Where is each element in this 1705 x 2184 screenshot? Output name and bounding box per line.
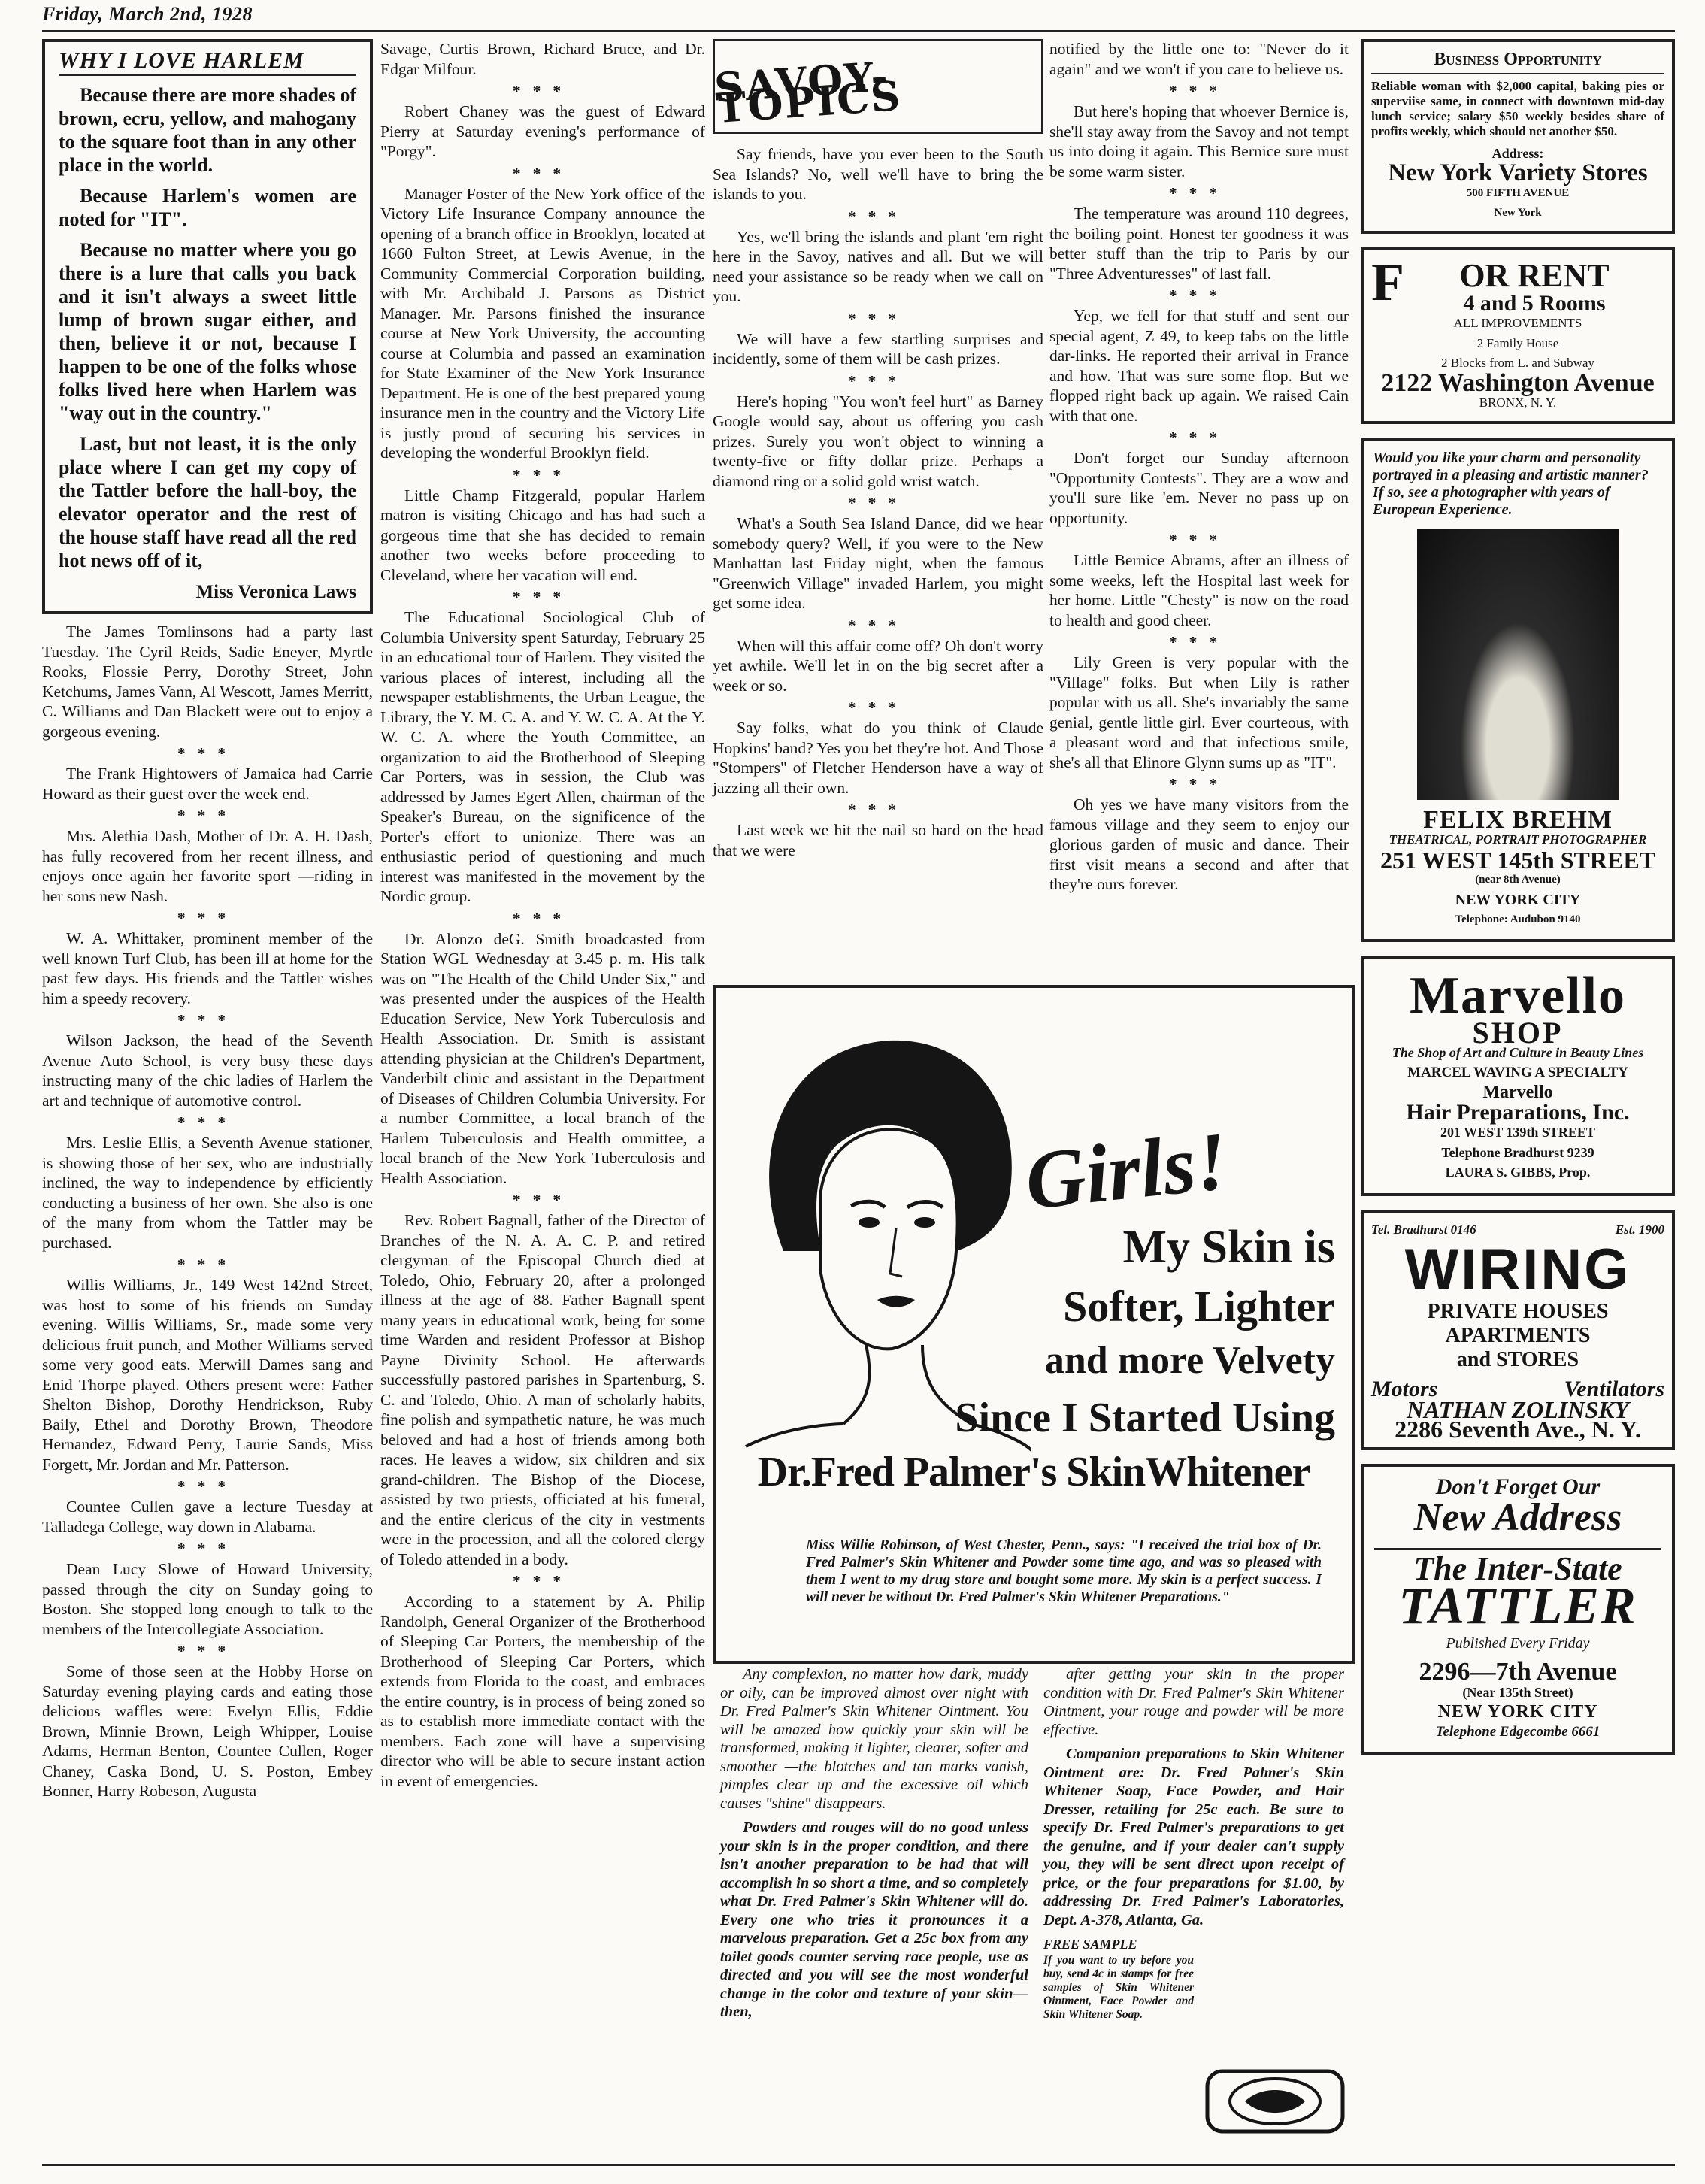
- tattler-published: Published Every Friday: [1446, 1634, 1590, 1652]
- rent-line: ALL IMPROVEMENTS: [1453, 316, 1582, 330]
- rent-city: BRONX, N. Y.: [1479, 395, 1557, 410]
- wiring-est: Est. 1900: [1615, 1222, 1664, 1237]
- ad-body: Reliable woman with $2,000 capital, baking pies or superviise same, in connect with downtown mid-day lunch service; salary $50 weekly besides share of profits weekly, which should net another $50.: [1371, 78, 1664, 138]
- separator: ***: [177, 1113, 238, 1131]
- photographer-near: (near 8th Avenue): [1475, 874, 1561, 886]
- marvello-tagline: The Shop of Art and Culture in Beauty Lines: [1392, 1045, 1644, 1060]
- free-sample-box: [1043, 1935, 1194, 2022]
- tattler-new-address: New Address: [1413, 1496, 1622, 1539]
- separator: ***: [847, 494, 909, 512]
- wiring-name: NATHAN ZOLINSKY: [1406, 1395, 1630, 1423]
- separator: ***: [512, 164, 574, 183]
- news-item: Manager Foster of the New York office of the Victory Life Insurance Company announce the opening of a branch office in Brooklyn, located at 1660 Fulton Street, at Lewis Avenue, in the Community Commercial Corporation building, with Mr. Archibald J. Parsons as District Manager. Mr. Parsons finished the insurance course at New York University, the accounting course at Columbia and passed an examination for State Examiner of the New York Insurance Department. He is one of the best prepared young insurance men in the country and the Victory Life is justly proud of securing his services in developing the wonderful Brooklyn field.: [380, 184, 705, 462]
- girls-headline: Girls!: [1021, 1114, 1232, 1227]
- news-item: The Frank Hightowers of Jamaica had Carrie Howard as their guest over the week end.: [42, 765, 373, 803]
- separator: ***: [1168, 775, 1230, 793]
- separator: ***: [177, 1540, 238, 1558]
- love-paragraph: Because there are more shades of brown, ecru, yellow, and mahogany to the square foot than in any other place in the world.: [59, 83, 356, 176]
- news-item: Don't forget our Sunday afternoon "Opportunity Contests". They are a wow and you'll sure like 'em. Never no pass up on opportunity.: [1049, 449, 1349, 527]
- tattler-address-ad: [1361, 1464, 1675, 1756]
- wiring-title: WIRING: [1404, 1237, 1631, 1301]
- column-3: [713, 39, 1043, 868]
- separator: ***: [177, 744, 238, 762]
- photographer-name: FELIX BREHM: [1423, 805, 1613, 834]
- news-item: The temperature was around 110 degrees, the boiling point. Honest ter goodness it was better stuff than the trip to Paris by our "Three Adventuresses" of last fall.: [1049, 204, 1349, 283]
- separator: ***: [847, 698, 909, 716]
- marvello-shop-ad: [1361, 956, 1675, 1196]
- product-name: Dr.Fred Palmer's SkinWhitener: [757, 1449, 1310, 1495]
- wiring-motors: Motors: [1371, 1377, 1438, 1401]
- tattler-dont-forget: Don't Forget Our: [1435, 1474, 1601, 1499]
- news-item: Oh yes we have many visitors from the famous village and they seem to enjoy our glorious garden of music and dance. Their first visit means a second and after that they're ours forever.: [1049, 795, 1349, 893]
- headline-line: Softer, Lighter: [1063, 1282, 1335, 1331]
- column-1: [42, 39, 373, 1809]
- marvello-shop: SHOP: [1472, 1015, 1564, 1050]
- news-item: W. A. Whittaker, prominent member of the well known Turf Club, has been ill at home for the past few days. His friends and the Tattler wishes him a speedy recovery.: [42, 929, 373, 1007]
- separator: ***: [177, 1256, 238, 1274]
- separator: ***: [512, 1572, 574, 1590]
- separator: ***: [847, 801, 909, 819]
- free-sample-heading: FREE SAMPLE: [1043, 1937, 1137, 1952]
- dateline: Friday, March 2nd, 1928: [42, 3, 253, 25]
- news-item: According to a statement by A. Philip Randolph, General Organizer of the Brotherhood of Sleeping Car Porters, the membership of the Brotherhood of Sleeping Car Porters, which extends from Florida to the coast, and embraces the entire country, is in process of being zoned so as to establish more immediate contact with the members. Each zone will have a supervising director who will be able to secure instant action in event of emergencies.: [380, 1592, 705, 1790]
- rent-initial: F: [1371, 251, 1404, 312]
- news-item: Rev. Robert Bagnall, father of the Director of Branches of the N. A. A. C. P. and retired clergyman of the Episcopal Church died at Toledo, Ohio, February 20, after a prolonged illness at the age of 88. Father Bagnall spent many years in educational work, being for some time Warden and resident Professor at Bishop Payne Divinity School. He afterwards successfully pastored parishes in Spartenburg, S. C. and Toledo, Ohio. A man of scholarly habits, fine polish and sympathetic nature, he was much beloved and had a host of friends among both races. He leaves a widow, six children and six grand-children. The Bishop of the Diocese, assisted by two priests, officiated at his funeral, and the entire clericus of the city in vestments were in the procession, and all the colored clergy of Toledo attended in a body.: [380, 1211, 705, 1568]
- ad-paragraph: Any complexion, no matter how dark, muddy or oily, can be improved almost over night with Dr. Fred Palmer's Skin Whitener Ointment. You will be amazed how quickly your skin will be transformed, making it lighter, clearer, softer and smoother —the blotches and tan marks vanish, pimples clear up and the excessive oil which causes "shine" disappears.: [720, 1666, 1028, 1812]
- separator: ***: [512, 1191, 574, 1209]
- news-item: Mrs. Alethia Dash, Mother of Dr. A. H. Dash, has fully recovered from her recent illness, and enjoys once again her favorite sport —riding in her sons new Nash.: [42, 827, 373, 905]
- wiring-address: 2286 Seventh Ave., N. Y.: [1395, 1416, 1641, 1443]
- rent-line: 2 Family House: [1476, 335, 1559, 350]
- photographer-city: NEW YORK CITY: [1455, 891, 1581, 908]
- photographer-ad: [1361, 438, 1675, 942]
- wiring-ventilators: Ventilators: [1564, 1377, 1664, 1401]
- separator: ***: [1168, 633, 1230, 651]
- news-item: Some of those seen at the Hobby Horse on Saturday evening playing cards and eating those delicious waffles were: Evelyn Ellis, Eddie Brown, Minnie Brown, Leigh Whipper, Louise Adams, Herman Benton, Countee Cullen, Roger Chaney, Caska Bond, U. S. Poston, Embey Bonner, Harry Robeson, Augusta: [42, 1662, 373, 1800]
- headline-line: and more Velvety: [1044, 1339, 1335, 1382]
- top-rule: [42, 30, 1675, 32]
- marvello-hair: Hair Preparations, Inc.: [1406, 1099, 1630, 1125]
- news-item: Robert Chaney was the guest of Edward Pierry at Saturday evening's performance of "Porgy".: [380, 102, 705, 160]
- news-item: When will this affair come off? Oh don't worry yet awhile. We'll let in on the big secret after a week or so.: [713, 636, 1043, 695]
- photographer-tel: Telephone: Audubon 9140: [1455, 913, 1581, 925]
- separator: ***: [512, 82, 574, 100]
- tattler-tel: Telephone Edgecombe 6661: [1435, 1723, 1601, 1740]
- tattler-address: 2296—7th Avenue: [1419, 1658, 1617, 1686]
- news-item: Here's hoping "You won't feel hurt" as Barney Google would say, about us offering you cash prizes. Surely you won't object to winning a twenty-five or fifty dollar prize. Perhaps a diamond ring or a solid gold wrist watch.: [713, 392, 1043, 490]
- free-sample-text: If you want to try before you buy, send 4c in stamps for free samples of Skin Whitener Ointment, Face Powder and Skin Whitener Soap.: [1043, 1953, 1194, 2021]
- business-opportunity-ad: [1361, 39, 1675, 234]
- news-item: Dean Lucy Slowe of Howard University, passed through the city on Sunday going to Boston. She stopped long enough to talk to the members of the Intercollegiate Association.: [42, 1560, 373, 1638]
- separator: ***: [512, 465, 574, 484]
- news-item: Mrs. Leslie Ellis, a Seventh Avenue stationer, is showing those of her sex, who are industrially inclined, the way to independence by efficiently conducting a business of her own. She also is one of the many from whom the Tattler may be purchased.: [42, 1134, 373, 1252]
- news-item: Countee Cullen gave a lecture Tuesday at Talladega College, way down in Alabama.: [42, 1498, 373, 1536]
- marvello-title: Marvello: [1409, 966, 1627, 1025]
- rent-address: 2122 Washington Avenue: [1381, 368, 1655, 397]
- product-jar-icon: [1200, 2056, 1350, 2146]
- news-item: Savage, Curtis Brown, Richard Bruce, and Dr. Edgar Milfour.: [380, 40, 705, 78]
- ad-paragraph: Companion preparations to Skin Whitener Ointment are: Dr. Fred Palmer's Skin Whitener Soap, Face Powder, and Hair Dresser, retailing for 25c each. Be sure to specify Dr. Fred Palmer's preparations to get the genuine, and if your dealer can't supply you, they will be sent direct upon receipt of price, or the four preparations for $1.00, by addressing Dr. Fred Palmer's Laboratories, Dept. A-378, Atlanta, Ga.: [1043, 1746, 1344, 1928]
- separator: ***: [512, 588, 574, 606]
- rent-line: 2 Blocks from L. and Subway: [1441, 356, 1594, 370]
- skin-whitener-ad: [713, 985, 1355, 1664]
- love-signature: Miss Veronica Laws: [195, 581, 356, 602]
- separator: ***: [1168, 82, 1230, 100]
- marvello-brand: Marvello: [1482, 1083, 1553, 1102]
- marvello-tel: Telephone Bradhurst 9239: [1441, 1144, 1594, 1160]
- news-item: Wilson Jackson, the head of the Seventh Avenue Auto School, is very busy these days instructing many of the chic ladies of Harlem the art and technique of automotive control.: [42, 1031, 373, 1110]
- news-item: We will have a few startling surprises and incidently, some of them will be cash prizes.: [713, 329, 1043, 368]
- separator: ***: [847, 616, 909, 635]
- tattler-near: (Near 135th Street): [1462, 1684, 1573, 1700]
- love-paragraph: Last, but not least, it is the only place where I can get my copy of the Tattler before the hall-boy, the elevator operator and the rest of the house staff have read all the red hot news off of it,: [59, 432, 356, 571]
- skin-ad-body-right: [1043, 1665, 1344, 2022]
- wiring-line: and STORES: [1456, 1348, 1579, 1371]
- savoy-topics-header: [713, 39, 1043, 134]
- ad-address-label: Address:: [1491, 145, 1544, 161]
- column-4: [1049, 39, 1349, 902]
- tattler-inter-state: The Inter-State: [1413, 1550, 1622, 1587]
- news-item: What's a South Sea Island Dance, did we hear somebody query? Well, if you were to the New Manhattan last Friday night, when the famous "Greenwich Village" invaded Harlem, you might get some idea.: [713, 514, 1043, 612]
- tattler-city: NEW YORK CITY: [1437, 1702, 1598, 1722]
- news-item: notified by the little one to: "Never do it again" and we won't if you care to believe us.: [1049, 40, 1349, 78]
- love-title: WHY I LOVE HARLEM: [59, 51, 356, 76]
- for-rent-ad: [1361, 247, 1675, 424]
- separator: ***: [177, 1011, 238, 1029]
- photographer-subtitle: THEATRICAL, PORTRAIT PHOTOGRAPHER: [1389, 832, 1647, 847]
- photographer-intro: Would you like your charm and personality portrayed in a pleasing and artistic manner? If so, see a photographer with years of European Experience.: [1373, 449, 1649, 518]
- news-item: Lily Green is very popular with the "Village" folks. But when Lily is rather popular with us all. She's invariably the same genial, gentle little girl. Ever courteous, with a pleasant word and that infectious smile, she's all that Elinore Glynn sums up as "IT".: [1049, 653, 1349, 771]
- wiring-tel: Tel. Bradhurst 0146: [1371, 1222, 1476, 1237]
- headline-line: My Skin is: [1122, 1222, 1335, 1273]
- why-i-love-harlem-box: [42, 39, 373, 614]
- separator: ***: [1168, 429, 1230, 447]
- marvello-address: 201 WEST 139th STREET: [1440, 1125, 1595, 1140]
- tattler-title: TATTLER: [1398, 1577, 1637, 1635]
- ad-city: New York: [1494, 207, 1542, 219]
- rent-rooms: 4 and 5 Rooms: [1463, 290, 1606, 316]
- wiring-line: PRIVATE HOUSES: [1427, 1300, 1609, 1323]
- skin-ad-body-left: [720, 1665, 1028, 2028]
- separator: ***: [177, 1477, 238, 1495]
- headline-line: Since I Started Using: [955, 1395, 1335, 1441]
- love-paragraph: Because Harlem's women are noted for "IT".: [59, 184, 356, 230]
- marvello-specialty: MARCEL WAVING A SPECIALTY: [1407, 1064, 1628, 1080]
- ad-address: 500 FIFTH AVENUE: [1466, 186, 1570, 199]
- wiring-ad: [1361, 1210, 1675, 1450]
- photographer-address: 251 WEST 145th STREET: [1379, 846, 1656, 874]
- ad-paragraph: Powders and rouges will do no good unless your skin is in the proper condition, and there isn't another preparation to be had that will accomplish in so short a time, and so completely what Dr. Fred Palmer's Skin Whitener will do. Every one who tries it pronounces it a marvelous preparation. Get a 25c box from any toilet goods counter serving race people, use as directed and you will see the most wonderful change in the color and texture of your skin—then,: [720, 1819, 1028, 2020]
- news-item: Little Champ Fitzgerald, popular Harlem matron is visiting Chicago and has had such a gorgeous time that she has decided to remain another two weeks before proceeding to Cleveland, where her vacation will end.: [380, 486, 705, 584]
- ad-paragraph: after getting your skin in the proper condition with Dr. Fred Palmer's Skin Whitener Ointment, your rouge and powder will be more effective.: [1043, 1666, 1344, 1738]
- news-item: Little Bernice Abrams, after an illness of some weeks, left the Hospital last week for her home. Little "Chesty" is now on the road to health and good cheer.: [1049, 551, 1349, 629]
- love-paragraph: Because no matter where you go there is a lure that calls you back and it isn't always a sweet little lump of brown sugar either, and then, believe it or not, because I happen to be one of the folks whose folks lived here when Harlem was "way out in the country.": [59, 238, 356, 424]
- news-item: Willis Williams, Jr., 149 West 142nd Street, was host to some of his friends on Sunday evening. Willis Williams, Sr., made some very delicious fruit punch, and Mother Williams served some very good eats. Merwill Dames sang and Enid Thorpe played. Others present were: Father Shelton Bishop, Dorothy Hendrickson, Ruby Baily, Ethel and Dorothy Brown, Theodore Hernandez, Edward Perry, Laurie Sands, Miss Forgett, Mr. Jordan and Mr. Patterson.: [42, 1276, 373, 1474]
- separator: ***: [847, 371, 909, 390]
- separator: ***: [847, 309, 909, 328]
- separator: ***: [177, 909, 238, 927]
- testimonial: Miss Willie Robinson, of West Chester, Penn., says: "I received the trial box of Dr. Fred Palmer's Skin Whitener and Powder some time ago, and was so pleased with them I went to my drug store and bought some more. My skin is a perfect success. I will never be without Dr. Fred Palmer's Skin Whitener Preparations.": [806, 1537, 1322, 1605]
- separator: ***: [1168, 286, 1230, 304]
- rent-title: OR RENT: [1459, 256, 1610, 294]
- wiring-line: APARTMENTS: [1445, 1324, 1591, 1347]
- news-item: Dr. Alonzo deG. Smith broadcasted from Station WGL Wednesday at 3.45 p. m. His talk was on "The Health of the Child Under Six," and was presented under the auspices of the Health Education Service, New York Tuberculosis and Health Association. Dr. Smith is assistant attending physician at the Children's Department, Vanderbilt clinic and assistant in the Department of Diseases of Children Columbia University. For a number Committee, a local branch of the Harlem Tuberculosis and Health ommittee, a local branch of the New York Tuberculosis and Health Association.: [380, 929, 705, 1187]
- separator: ***: [177, 807, 238, 825]
- news-item: Say friends, have you ever been to the South Sea Islands? No, well we'll have to bring the islands to you.: [713, 145, 1043, 203]
- marvello-prop: LAURA S. GIBBS, Prop.: [1445, 1165, 1591, 1180]
- portrait-photo: [1417, 529, 1619, 800]
- column-2: [380, 39, 705, 1798]
- woman-portrait-illustration: [731, 1003, 1031, 1454]
- news-item: Yes, we'll bring the islands and plant 'em right here in the Savoy, natives and all. But we will need your assistance so be ready when we call on you.: [713, 227, 1043, 305]
- news-item: The James Tomlinsons had a party last Tuesday. The Cyril Reids, Sadie Eneyer, Myrtle Rooks, Flossie Perry, Dorothy Street, John Ketchums, James Vann, Al Wescott, James Merritt, C. Williams and Dan Blackett were out to enjoy a gorgeous evening.: [42, 622, 373, 741]
- separator: ***: [512, 909, 574, 928]
- separator: ***: [1168, 184, 1230, 202]
- news-item: Last week we hit the nail so hard on the head that we were: [713, 821, 1043, 859]
- news-item: Say folks, what do you think of Claude Hopkins' band? Yes you bet they're hot. And Those "Stompers" of Fletcher Henderson have a way of jazzing all their own.: [713, 719, 1043, 797]
- separator: ***: [1168, 531, 1230, 549]
- news-item: Yep, we fell for that stuff and sent our special agent, Z 49, to keep tabs on the little dar-links. He reported their arrival in France and how. That was sure some flop. But we flopped right back up again. We raised Cain with that one.: [1049, 307, 1349, 425]
- separator: ***: [847, 207, 909, 226]
- news-item: The Educational Sociological Club of Columbia University spent Saturday, February 25 in an educational tour of Harlem. They visited the various places of interest, including all the newspaper establishments, the Urban League, the Library, the Y. M. C. A. and Y. W. C. A. At the Y. W. C. A. where the Youth Committee, an organization to aid the Brotherhood of Sleeping Car Porters, was in session, the Club was addressed by James Egert Allen, chairman of the Speaker's Bureau, on the significence of the Porter's effort to unionize. There was an enthusiastic period of questioning and much interest was manifested in the movement by the Nordic group.: [380, 608, 705, 905]
- ad-heading: Business Opportunity: [1371, 50, 1664, 74]
- savoy-topics-title: SAVOY-TOPICS: [713, 51, 904, 132]
- bottom-rule: [42, 2164, 1675, 2166]
- news-item: But here's hoping that whoever Bernice is, she'll stay away from the Savoy and not tempt us into doing it again. This Bernice sure must be some warm sister.: [1049, 102, 1349, 180]
- separator: ***: [177, 1642, 238, 1660]
- column-5-ads: [1361, 39, 1675, 1769]
- ad-company: New York Variety Stores: [1388, 159, 1648, 186]
